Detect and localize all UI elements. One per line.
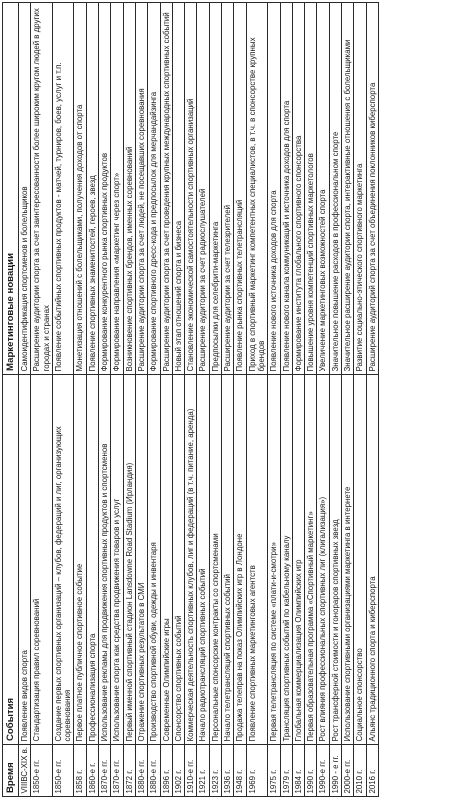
table-row: [99, 3, 111, 797]
table-row: [19, 3, 31, 797]
cell-event: Спонсорство спортивных событий: [172, 375, 184, 745]
sport-marketing-history-table: [2, 2, 379, 797]
cell-year: 1921 г.: [197, 745, 209, 797]
cell-event: Профессионализация спорта: [86, 375, 98, 745]
cell-marketing: Повышение уровня компетенций спортивных маркетологов: [305, 3, 317, 375]
cell-event: Начало радиотрансляций спортивных событий: [197, 375, 209, 745]
cell-event: Трансляция спортивных событий по кабельному каналу: [280, 375, 292, 745]
cell-year: 1872 г.: [123, 745, 135, 797]
cell-marketing: Появление событийных спортивных продуктов - матчей, турниров, боев, услуг и т.п.: [52, 3, 74, 375]
table-row: [222, 3, 234, 797]
cell-marketing: Значительное расширение аудитории спорта, интерактивные отношения с болельщиками: [342, 3, 354, 375]
cell-marketing: Значительное повышение расходов в профессиональном спорте: [329, 3, 341, 375]
cell-year: 1979 г.: [280, 745, 292, 797]
table-row: [209, 3, 221, 797]
table-body: [19, 3, 379, 797]
cell-marketing: Формирование института глобального спортивного спонсорства: [292, 3, 304, 375]
cell-event: Начало телетрансляций спортивных событий: [222, 375, 234, 745]
cell-marketing: Самоидентификация спортсменов и болельщиков: [19, 3, 31, 375]
cell-event: Использование спорта как средства продвижения товаров и услуг: [111, 375, 123, 745]
cell-year: 1990 - е гг.: [329, 745, 341, 797]
cell-event: Первая телетрансляция по системе «плати-и-смотри»: [268, 375, 280, 745]
table-row: [52, 3, 74, 797]
cell-marketing: Появление нового источника доходов для спорта: [268, 3, 280, 375]
cell-event: Первая образовательная программа «Спортивный маркетинг»: [305, 375, 317, 745]
table-row: [317, 3, 329, 797]
table-row: [197, 3, 209, 797]
table-row: [342, 3, 354, 797]
cell-year: 1984 г.: [292, 745, 304, 797]
cell-year: 1975 г.: [268, 745, 280, 797]
table-row: [111, 3, 123, 797]
cell-event: Современные Олимпийские игры: [160, 375, 172, 745]
cell-marketing: Появление спортивных знаменитостей, героев, звезд: [86, 3, 98, 375]
cell-marketing: Появление нового канала коммуникаций и источника доходов для спорта: [280, 3, 292, 375]
cell-event: Использование рекламы для продвижения спортивных продуктов и спортсменов: [99, 375, 111, 745]
table-row: [354, 3, 366, 797]
cell-event: Создание первых спортивных организаций – клубов, федераций и лиг, организующих соревнования: [52, 375, 74, 745]
table-row: [305, 3, 317, 797]
cell-year: 1870-е гг.: [111, 745, 123, 797]
table-row: [148, 3, 160, 797]
table-row: [135, 3, 147, 797]
cell-marketing: Расширение аудитории спорта за счет заинтересованности более широким кругом людей в других городах и странах: [31, 3, 53, 375]
cell-year: 1990 г.: [305, 745, 317, 797]
table-row: [185, 3, 197, 797]
cell-marketing: Предпосылки для селебрити-маркетинга: [209, 3, 221, 375]
header-time: Время: [3, 745, 19, 797]
table-header-row: [3, 3, 19, 797]
cell-year: 1896 г.: [160, 745, 172, 797]
cell-event: Альянс традиционного спорта и киберспорта: [366, 375, 378, 745]
header-events: События: [3, 375, 19, 745]
cell-year: 1850-е гг.: [31, 745, 53, 797]
table-row: [329, 3, 341, 797]
table-row: [366, 3, 378, 797]
table-row: [86, 3, 98, 797]
cell-year: 1858 г.: [74, 745, 86, 797]
cell-marketing: Формирование спортивного дресс-кода и предпосылок для мерчандайзинга: [148, 3, 160, 375]
table-row: [123, 3, 135, 797]
cell-event: Отражение спортивных результатов в СМИ: [135, 375, 147, 745]
cell-marketing: Расширение аудитории за счет радиослушателей: [197, 3, 209, 375]
cell-year: 1880-е гг.: [148, 745, 160, 797]
table-row: [280, 3, 292, 797]
cell-year: 1870-е гг.: [99, 745, 111, 797]
cell-event: Использование спортивными организациями маркетинга в интернете: [342, 375, 354, 745]
table-row: [31, 3, 53, 797]
cell-year: 1969 г.: [246, 745, 268, 797]
header-marketing: Маркетинговые новации: [3, 3, 19, 375]
cell-event: Первое платное публичное спортивное событие: [74, 375, 86, 745]
cell-year: 1936 г.: [222, 745, 234, 797]
cell-event: Персональные спонсорские контракты со спортсменами: [209, 375, 221, 745]
cell-year: 1990-е гг.: [317, 745, 329, 797]
cell-event: Глобальная коммерциализация Олимпийских игр: [292, 375, 304, 745]
cell-year: 2000-е гг.: [342, 745, 354, 797]
cell-event: Первый именной спортивный стадион Lansdowne Road Stadium (Ирландия): [123, 375, 135, 745]
cell-event: Стандартизация правил соревнований: [31, 375, 53, 745]
table-row: [246, 3, 268, 797]
cell-marketing: Новый этап отношений спорта и бизнеса: [172, 3, 184, 375]
cell-marketing: Формирование конкурентного рынка спортивных продуктов: [99, 3, 111, 375]
cell-year: 1923 г.: [209, 745, 221, 797]
cell-year: 2010 г.: [354, 745, 366, 797]
cell-event: Рост трансферной стоимости и гонораров спортивных звезд: [329, 375, 341, 745]
cell-event: Продажа телеправ на показ Олимпийских игр в Лондоне: [234, 375, 246, 745]
cell-event: Рост влияния профессиональных спортивных лиг (клигализация»): [317, 375, 329, 745]
table-row: [160, 3, 172, 797]
cell-event: Коммерческая деятельность спортивных клубов, лиг и федераций (в т.ч. питание, аренда): [185, 375, 197, 745]
cell-marketing: Расширение аудитории за счет телезрителей: [222, 3, 234, 375]
cell-year: 2016 г.: [366, 745, 378, 797]
cell-marketing: Расширение аудитории спорта за счет людей, не посещавших соревнования: [135, 3, 147, 375]
table-row: [268, 3, 280, 797]
cell-marketing: Становление экономической самостоятельности спортивных организаций: [185, 3, 197, 375]
cell-marketing: Появление рынка спортивных телетрансляций: [234, 3, 246, 375]
table-row: [234, 3, 246, 797]
cell-marketing: Возникновение спортивных брендов, именных соревнований: [123, 3, 135, 375]
cell-marketing: Увеличение маркетинговых возможностей спорта: [317, 3, 329, 375]
table-row: [292, 3, 304, 797]
cell-event: Социальное спонсорство: [354, 375, 366, 745]
cell-event: Производство спортивной обуви, одежды и инвентаря: [148, 375, 160, 745]
cell-year: 1880-е гг.: [135, 745, 147, 797]
cell-year: 1850-е гг.: [52, 745, 74, 797]
cell-year: 1902 г.: [172, 745, 184, 797]
cell-marketing: Формирование направления «маркетинг через спорт»: [111, 3, 123, 375]
cell-marketing: Расширение аудитории спорта за счет проведения крупных международных спортивных событий: [160, 3, 172, 375]
table-row: [172, 3, 184, 797]
table-row: [74, 3, 86, 797]
cell-event: Появление спортивных маркетинговых агентств: [246, 375, 268, 745]
cell-year: 1910-е гг.: [185, 745, 197, 797]
cell-marketing: Приход в спортивный маркетинг компетентных специалистов, в т.ч. в спонсорстве крупных брендов: [246, 3, 268, 375]
cell-marketing: Развитие социально-этического спортивного маркетинга: [354, 3, 366, 375]
cell-marketing: Монетизация отношений с болельщиками, получения доходов от спорта: [74, 3, 86, 375]
cell-marketing: Расширение аудиторий спорта за счет объединения поклонников киберспорта: [366, 3, 378, 375]
cell-event: Появление видов спорта: [19, 375, 31, 745]
cell-year: 1860-е г.: [86, 745, 98, 797]
cell-year: 1948 г.: [234, 745, 246, 797]
cell-year: VIIIВС-XIX в.: [19, 745, 31, 797]
